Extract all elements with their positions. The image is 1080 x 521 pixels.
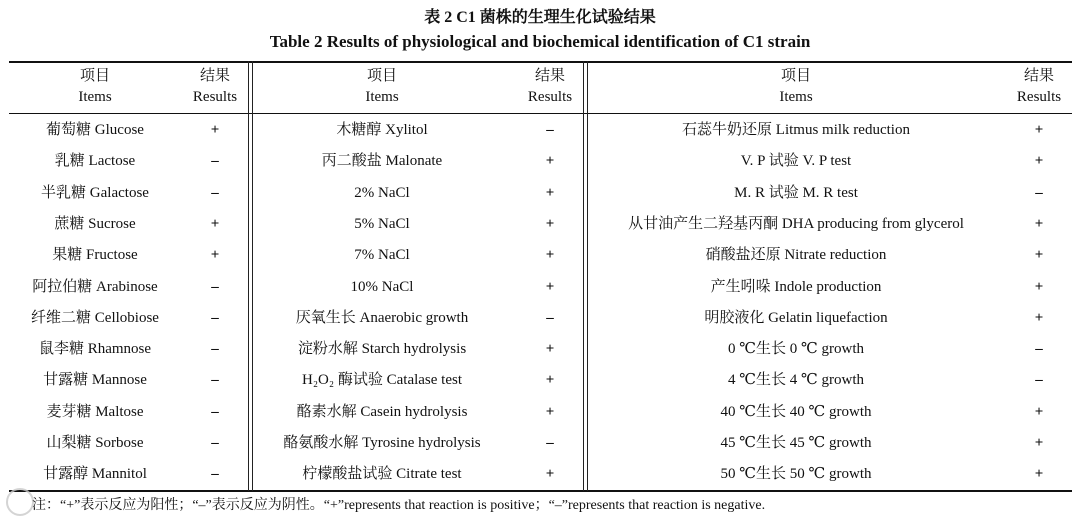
table-note: 注：“+”表示反应为阳性；“–”表示反应为阴性。“+”represents that reaction is positive；“–”represents that reaction is negative.	[32, 498, 766, 513]
table-cell-item: 甘露醇 Mannitol	[43, 466, 147, 482]
table-cell-item: 石蕊牛奶还原 Litmus milk reduction	[682, 122, 910, 138]
table-cell-item: 4 ℃生长 4 ℃ growth	[727, 372, 865, 388]
table-cell-result: +	[545, 372, 555, 388]
table-cell-result: –	[211, 372, 219, 388]
table-cell-item: V. P 试验 V. P test	[740, 153, 852, 169]
table-cell-result: +	[210, 216, 220, 232]
header-results-3	[1004, 66, 1074, 108]
bottom-rule	[9, 490, 1072, 492]
header-results-cn: 结果	[1023, 68, 1054, 84]
header-results-en: Results	[527, 89, 573, 105]
header-items-en: Items	[779, 89, 813, 105]
table-cell-result: +	[1034, 216, 1044, 232]
header-items-1	[0, 66, 190, 108]
table-cell-result: –	[546, 122, 554, 138]
table-cell-result: –	[211, 153, 219, 169]
table-cell-result: +	[1034, 404, 1044, 420]
header-results-2	[515, 66, 585, 108]
table-cell-result: +	[545, 279, 555, 295]
table-cell-item: 鼠李糖 Rhamnose	[38, 341, 152, 357]
table-cell-result: –	[1035, 372, 1043, 388]
table-cell-item: 果糖 Fructose	[52, 247, 138, 263]
table-cell-result: –	[211, 435, 219, 451]
watermark-icon	[6, 488, 34, 516]
table-cell-item: 从甘油产生二羟基丙酮 DHA producing from glycerol	[628, 216, 964, 232]
table-cell-result: +	[1034, 279, 1044, 295]
table-cell-item: 2% NaCl	[354, 185, 410, 201]
header-results-en: Results	[192, 89, 238, 105]
table-cell-result: +	[1034, 122, 1044, 138]
table-cell-result: +	[1034, 247, 1044, 263]
table-cell-result: –	[211, 185, 219, 201]
table-cell-result: +	[210, 122, 220, 138]
header-items-3	[590, 66, 1002, 108]
header-items-2	[254, 66, 510, 108]
table-cell-item: 木糖醇 Xylitol	[336, 122, 428, 138]
table-cell-result: –	[1035, 185, 1043, 201]
header-results-cn: 结果	[534, 68, 565, 84]
table-cell-result: –	[211, 310, 219, 326]
table-cell-item: 半乳糖 Galactose	[41, 185, 149, 201]
table-cell-result: +	[1034, 435, 1044, 451]
table-cell-item: 乳糖 Lactose	[54, 153, 136, 169]
table-cell-result: +	[1034, 466, 1044, 482]
header-items-en: Items	[365, 89, 399, 105]
table-cell-item: 丙二酸盐 Malonate	[321, 153, 443, 169]
header-items-cn: 项目	[366, 68, 397, 84]
table-cell-result: +	[545, 247, 555, 263]
table-cell-item: H₂O₂ 酶试验 Catalase test	[301, 372, 462, 388]
table-cell-result: +	[1034, 153, 1044, 169]
table-cell-result: –	[1035, 341, 1043, 357]
header-items-cn: 项目	[79, 68, 110, 84]
table-cell-item: 阿拉伯糖 Arabinose	[32, 279, 158, 295]
table-cell-item: 7% NaCl	[354, 247, 410, 263]
table-cell-item: 45 ℃生长 45 ℃ growth	[720, 435, 872, 451]
header-results-1	[183, 66, 247, 108]
table-cell-result: +	[545, 185, 555, 201]
table-cell-item: 40 ℃生长 40 ℃ growth	[720, 404, 872, 420]
table-cell-item: 淀粉水解 Starch hydrolysis	[297, 341, 467, 357]
table-cell-item: M. R 试验 M. R test	[734, 185, 858, 201]
table-cell-result: –	[211, 341, 219, 357]
table-cell-item: 蔗糖 Sucrose	[54, 216, 136, 232]
table-cell-result: +	[545, 341, 555, 357]
table-cell-result: –	[546, 435, 554, 451]
table-cell-result: –	[211, 279, 219, 295]
header-items-en: Items	[78, 89, 112, 105]
top-rule	[9, 61, 1072, 63]
table-cell-result: +	[545, 216, 555, 232]
table-cell-item: 50 ℃生长 50 ℃ growth	[720, 466, 872, 482]
header-results-en: Results	[1016, 89, 1062, 105]
table-cell-item: 纤维二糖 Cellobiose	[31, 310, 159, 326]
table-cell-result: –	[211, 404, 219, 420]
table-cell-item: 产生吲哚 Indole production	[710, 279, 882, 295]
table-title-english: Table 2 Results of physiological and biochemical identification of C1 strain	[269, 32, 811, 51]
table-cell-result: +	[545, 466, 555, 482]
table-cell-item: 厌氧生长 Anaerobic growth	[295, 310, 469, 326]
table-cell-item: 酪素水解 Casein hydrolysis	[296, 404, 468, 420]
table-cell-item: 5% NaCl	[354, 216, 410, 232]
table-cell-item: 酪氨酸水解 Tyrosine hydrolysis	[283, 435, 481, 451]
table-cell-result: +	[545, 153, 555, 169]
group-divider-2b	[587, 61, 588, 491]
header-results-cn: 结果	[199, 68, 230, 84]
table-cell-item: 山梨糖 Sorbose	[46, 435, 144, 451]
group-divider-1a	[248, 61, 249, 491]
table-cell-result: –	[211, 466, 219, 482]
group-divider-1b	[252, 61, 253, 491]
table-cell-item: 甘露糖 Mannose	[43, 372, 147, 388]
table-cell-item: 明胶液化 Gelatin liquefaction	[704, 310, 888, 326]
table-cell-result: +	[1034, 310, 1044, 326]
table-title-chinese: 表 2 C1 菌株的生理生化试验结果	[424, 9, 656, 26]
table-cell-item: 葡萄糖 Glucose	[46, 122, 144, 138]
table-cell-result: +	[545, 404, 555, 420]
table-cell-item: 10% NaCl	[350, 279, 414, 295]
table-cell-result: +	[210, 247, 220, 263]
table-cell-item: 硝酸盐还原 Nitrate reduction	[705, 247, 887, 263]
table-cell-result: –	[546, 310, 554, 326]
table-cell-item: 柠檬酸盐试验 Citrate test	[302, 466, 462, 482]
header-items-cn: 项目	[780, 68, 811, 84]
table-cell-item: 麦芽糖 Maltose	[46, 404, 144, 420]
table-cell-item: 0 ℃生长 0 ℃ growth	[727, 341, 865, 357]
header-rule	[9, 113, 1072, 114]
